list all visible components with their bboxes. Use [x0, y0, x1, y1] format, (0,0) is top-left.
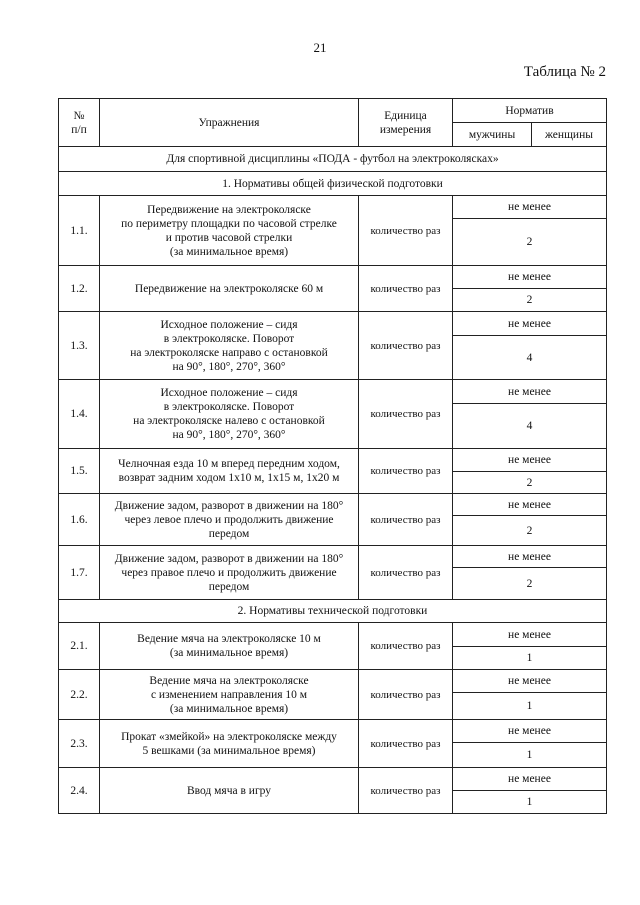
cell-qualifier: не менее — [453, 266, 607, 289]
norms-table — [58, 98, 607, 814]
cell-qualifier: не менее — [453, 494, 607, 516]
cell-unit: количество раз — [359, 670, 453, 720]
cell-unit: количество раз — [359, 546, 453, 600]
cell-unit: количество раз — [359, 768, 453, 814]
cell-num: 1.2. — [59, 266, 100, 312]
page-number: 21 — [313, 40, 327, 55]
table-row — [59, 196, 607, 219]
cell-unit: количество раз — [359, 449, 453, 494]
section-title: 1. Нормативы общей физической подготовки — [59, 172, 607, 196]
cell-num: 1.3. — [59, 312, 100, 380]
cell-qualifier: не менее — [453, 720, 607, 743]
cell-qualifier: не менее — [453, 670, 607, 693]
cell-exercise: Ввод мяча в игру — [100, 768, 359, 814]
cell-exercise: Передвижение на электроколяске 60 м — [100, 266, 359, 312]
cell-qualifier: не менее — [453, 380, 607, 404]
header-men: мужчины — [453, 123, 532, 147]
cell-num: 1.4. — [59, 380, 100, 449]
header-exercise: Упражнения — [100, 99, 359, 147]
table-body — [59, 147, 607, 814]
table-row — [59, 494, 607, 516]
cell-value: 1 — [453, 647, 607, 670]
cell-exercise: Ведение мяча на электроколяске 10 м (за минимальное время) — [100, 623, 359, 670]
cell-num: 1.7. — [59, 546, 100, 600]
header-unit: Единица измерения — [359, 99, 453, 147]
table-row — [59, 449, 607, 472]
discipline-row: Для спортивной дисциплины «ПОДА - футбол на электроколясках» — [59, 147, 607, 172]
header-women: женщины — [532, 123, 607, 147]
cell-num: 2.3. — [59, 720, 100, 768]
table-header — [59, 99, 607, 147]
cell-exercise: Передвижение на электроколяске по периметру площадки по часовой стрелке и против часовой стрелки (за минимальное время) — [100, 196, 359, 266]
cell-unit: количество раз — [359, 720, 453, 768]
cell-value: 2 — [453, 568, 607, 600]
cell-exercise: Ведение мяча на электроколяске с изменением направления 10 м (за минимальное время) — [100, 670, 359, 720]
cell-exercise: Челночная езда 10 м вперед передним ходом, возврат задним ходом 1х10 м, 1х15 м, 1х20 м — [100, 449, 359, 494]
cell-qualifier: не менее — [453, 196, 607, 219]
cell-value: 4 — [453, 336, 607, 380]
cell-num: 2.4. — [59, 768, 100, 814]
cell-exercise: Движение задом, разворот в движении на 180° через правое плечо и продолжить движение передом — [100, 546, 359, 600]
table-row — [59, 312, 607, 336]
section-title: 2. Нормативы технической подготовки — [59, 600, 607, 623]
table-row — [59, 623, 607, 647]
cell-num: 2.1. — [59, 623, 100, 670]
cell-value: 2 — [453, 516, 607, 546]
table-title: Таблица № 2 — [523, 64, 606, 80]
table-row — [59, 546, 607, 568]
table-row — [59, 266, 607, 289]
cell-num: 1.5. — [59, 449, 100, 494]
header-norm: Норматив — [453, 99, 607, 123]
cell-unit: количество раз — [359, 494, 453, 546]
cell-value: 2 — [453, 472, 607, 494]
table-row — [59, 670, 607, 693]
cell-value: 1 — [453, 693, 607, 720]
cell-qualifier: не менее — [453, 768, 607, 791]
cell-unit: количество раз — [359, 312, 453, 380]
cell-value: 1 — [453, 743, 607, 768]
cell-qualifier: не менее — [453, 449, 607, 472]
cell-num: 2.2. — [59, 670, 100, 720]
cell-num: 1.1. — [59, 196, 100, 266]
cell-num: 1.6. — [59, 494, 100, 546]
table-row — [59, 380, 607, 404]
cell-value: 2 — [453, 219, 607, 266]
cell-unit: количество раз — [359, 266, 453, 312]
cell-value: 1 — [453, 791, 607, 814]
table-row — [59, 720, 607, 743]
cell-exercise: Исходное положение – сидя в электроколяске. Поворот на электроколяске налево с остановкой на 90°, 180°, 270°, 360° — [100, 380, 359, 449]
cell-exercise: Прокат «змейкой» на электроколяске между 5 вешками (за минимальное время) — [100, 720, 359, 768]
cell-value: 4 — [453, 404, 607, 449]
cell-unit: количество раз — [359, 380, 453, 449]
cell-value: 2 — [453, 289, 607, 312]
cell-unit: количество раз — [359, 196, 453, 266]
cell-exercise: Исходное положение – сидя в электроколяске. Поворот на электроколяске направо с остановкой на 90°, 180°, 270°, 360° — [100, 312, 359, 380]
cell-unit: количество раз — [359, 623, 453, 670]
cell-qualifier: не менее — [453, 546, 607, 568]
cell-exercise: Движение задом, разворот в движении на 180° через левое плечо и продолжить движение передом — [100, 494, 359, 546]
header-num: № п/п — [59, 99, 100, 147]
cell-qualifier: не менее — [453, 312, 607, 336]
cell-qualifier: не менее — [453, 623, 607, 647]
table-row — [59, 768, 607, 791]
